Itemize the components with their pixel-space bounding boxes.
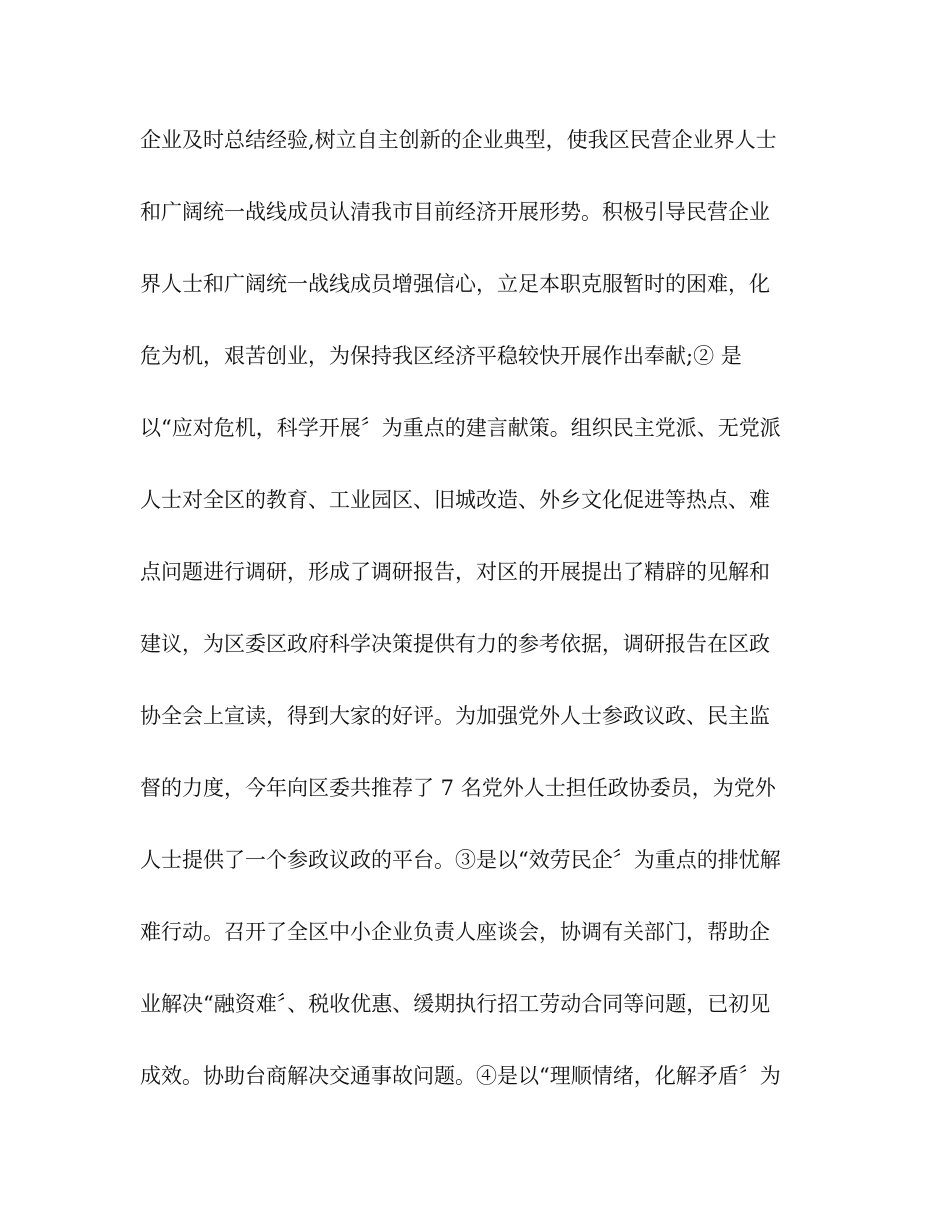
text-line: 人士提供了一个参政议政的平台。③是以“效劳民企〞为重点的排忧解 — [140, 848, 781, 872]
text-line: 业解决“融资难〞、税收优惠、缓期执行招工劳动合同等问题，已初见 — [140, 992, 771, 1016]
text-line: 督的力度，今年向区委共推荐了 7 名党外人士担任政协委员，为党外 — [140, 776, 776, 800]
text-line: 协全会上宣读，得到大家的好评。为加强党外人士参政议政、民主监 — [140, 704, 770, 728]
text-line: 人士对全区的教育、工业园区、旧城改造、外乡文化促进等热点、难 — [140, 488, 770, 512]
text-line: 以“应对危机，科学开展〞为重点的建言献策。组织民主党派、无党派 — [140, 416, 781, 440]
text-line: 企业及时总结经验,树立自主创新的企业典型，使我区民营企业界人士 — [140, 128, 777, 152]
body-text — [140, 120, 810, 1128]
text-line: 界人士和广阔统一战线成员增强信心，立足本职克服暂时的困难，化 — [140, 272, 770, 296]
text-line: 成效。协助台商解决交通事故问题。④是以“理顺情绪，化解矛盾〞为 — [140, 1064, 781, 1088]
text-line: 点问题进行调研，形成了调研报告，对区的开展提出了精辟的见解和 — [140, 560, 770, 584]
text-line: 建议，为区委区政府科学决策提供有力的参考依据，调研报告在区政 — [140, 632, 770, 656]
text-line: 难行动。召开了全区中小企业负责人座谈会，协调有关部门，帮助企 — [140, 920, 770, 944]
text-line: 和广阔统一战线成员认清我市目前经济开展形势。积极引导民营企业 — [140, 200, 770, 224]
text-line: 危为机，艰苦创业，为保持我区经济平稳较快开展作出奉献;② 是 — [140, 344, 742, 368]
